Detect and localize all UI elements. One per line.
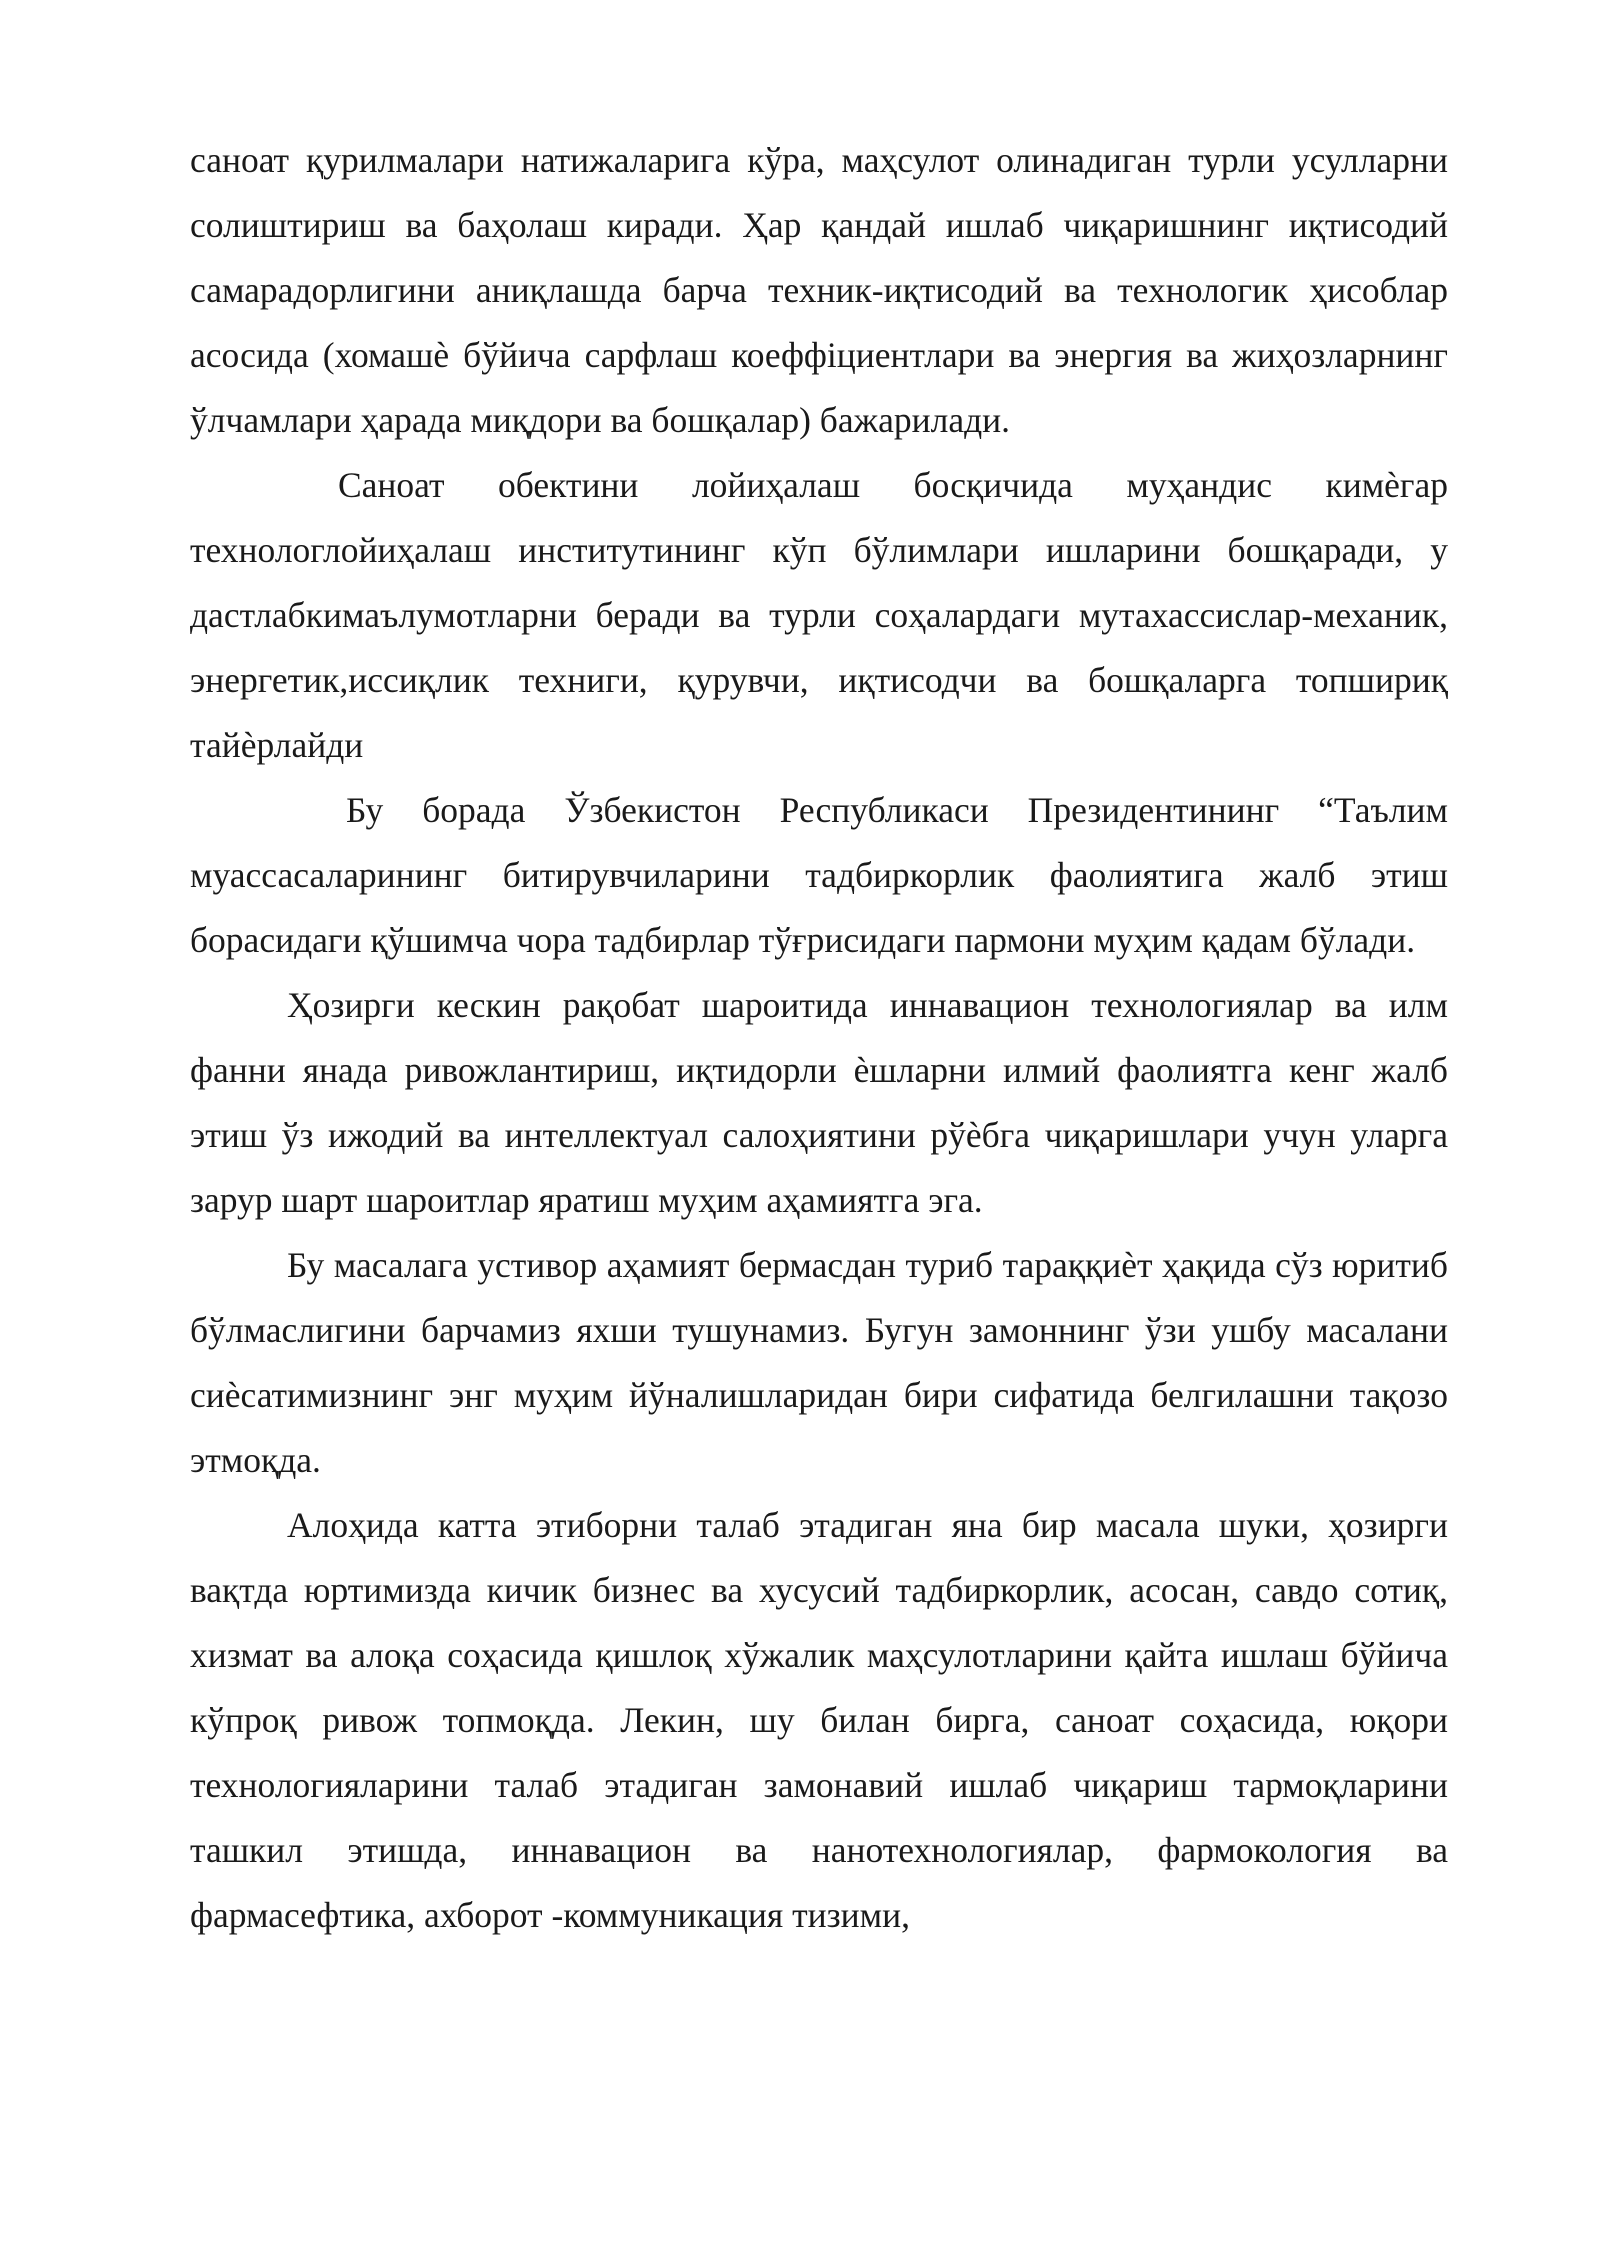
paragraph-5: Бу масалага устивор аҳамият бермасдан туриб тараққиѐт ҳақида сўз юритиб бўлмаслигини барчамиз яхши тушунамиз. Бугун замоннинг ўзи ушбу масалани сиѐсатимизнинг энг муҳим йўналишларидан бири сифатида белгилашни тақозо этмоқда. (190, 1245, 1448, 1480)
paragraph-2: Саноат обектини лойиҳалаш босқичида муҳандис кимѐгар технологлойиҳалаш институтининг кўп бўлимлари ишларини бошқаради, у дастлабкимаълумотларни беради ва турли соҳалардаги мутахассислар-механик, энергетик,иссиқлик техниги, қурувчи, иқтисодчи ва бошқаларга топшириқ тайѐрлайди (190, 465, 1448, 765)
paragraph-1: саноат қурилмалари натижаларига кўра, маҳсулот олинадиган турли усулларни солиштириш ва баҳолаш киради. Ҳар қандай ишлаб чиқаришнинг иқтисодий самарадорлигини аниқлашда барча техник-иқтисодий ва технологик ҳисоблар асосида (хомашѐ бўйича сарфлаш коеффіциентлари ва энергия ва жиҳозларнинг ўлчамлари ҳарада миқдори ва бошқалар) бажарилади. (190, 140, 1448, 440)
document-page (190, 128, 1448, 1948)
paragraph-3: Бу борада Ўзбекистон Республикаси Президентининг “Таълим муассасаларининг битирувчиларини тадбиркорлик фаолиятига жалб этиш борасидаги қўшимча чора тадбирлар тўғрисидаги пармони муҳим қадам бўлади. (190, 790, 1448, 960)
paragraph-6: Алоҳида катта этиборни талаб этадиган яна бир масала шуки, ҳозирги вақтда юртимизда кичик бизнес ва хусусий тадбиркорлик, асосан, савдо сотиқ, хизмат ва алоқа соҳасида қишлоқ хўжалик маҳсулотларини қайта ишлаш бўйича кўпроқ ривож топмоқда. Лекин, шу билан бирга, саноат соҳасида, юқори технологияларини талаб этадиган замонавий ишлаб чиқариш тармоқларини ташкил этишда, иннавацион ва нанотехнологиялар, фармокология ва фармасефтика, ахборот -коммуникация тизими, (190, 1505, 1448, 1935)
paragraph-4: Ҳозирги кескин рақобат шароитида иннавацион технологиялар ва илм фанни янада ривожлантириш, иқтидорли ѐшларни илмий фаолиятга кенг жалб этиш ўз ижодий ва интеллектуал салоҳиятини рўѐбга чиқаришлари учун уларга зарур шарт шароитлар яратиш муҳим аҳамиятга эга. (190, 985, 1448, 1220)
